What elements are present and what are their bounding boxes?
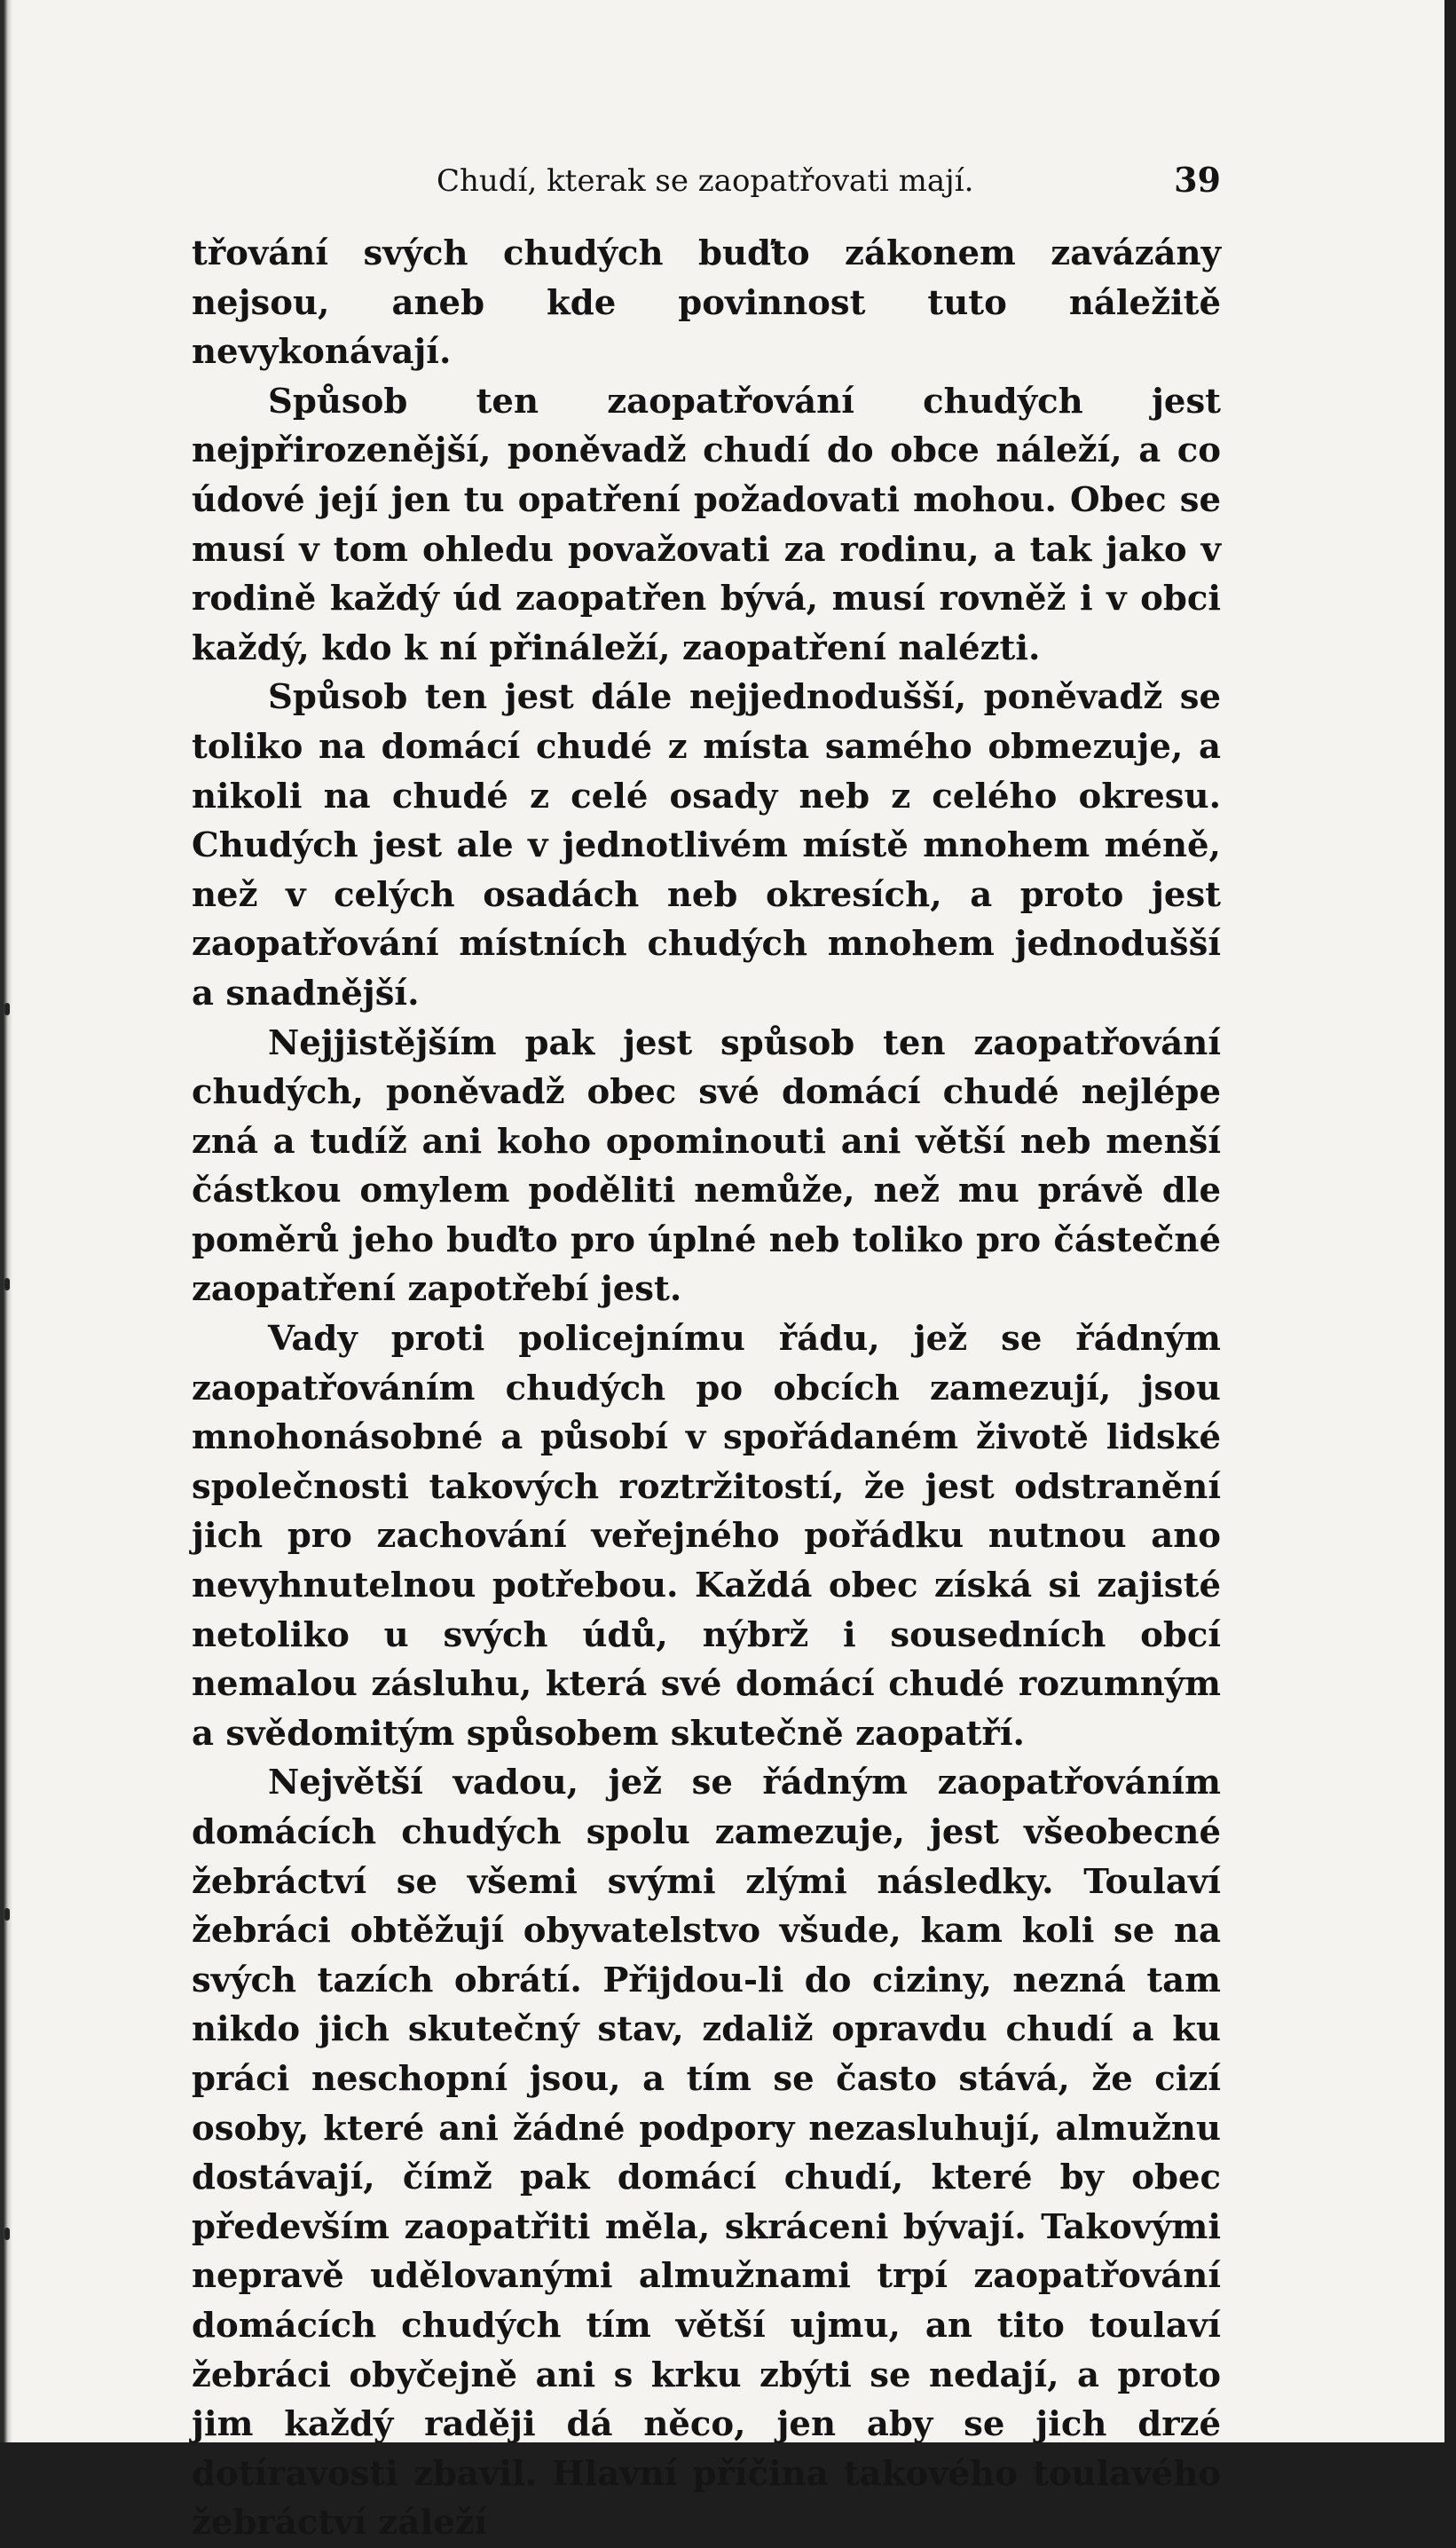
text-block — [192, 160, 1221, 2548]
paragraph: Vady proti policejnímu řádu, jež se řádným zaopatřováním chudých po obcích zamezují, jsou mnohonásobné a působí v spořádaném životě lidské společnosti takových roztržitostí, že jest odstranění jich pro zachování veřejného pořádku nutnou ano nevyhnutelnou potřebou. Každá obec získá si zajisté netoliko u svých údů, nýbrž i sousedních obcí nemalou zásluhu, která své domácí chudé rozumným a svědomitým spůsobem skutečně zaopatří. — [192, 1319, 1221, 1754]
running-title: Chudí, kterak se zaopatřovati mají. — [437, 163, 974, 199]
body-text — [192, 229, 1221, 2548]
edge-speck — [4, 2228, 10, 2240]
edge-speck — [4, 1908, 10, 1921]
edge-speck — [4, 1278, 10, 1290]
running-head — [192, 160, 1221, 213]
paragraph: Spůsob ten zaopatřování chudých jest nejpřirozenější, poněvadž chudí do obce náleží, a co údové její jen tu opatření požadovati mohou. Obec se musí v tom ohledu považovati za rodinu, a tak jako v rodině každý úd zaopatřen bývá, musí rovněž i v obci každý, kdo k ní přináleží, zaopatření nalézti. — [192, 381, 1221, 668]
page-gutter-edge — [0, 0, 12, 2442]
page-number: 39 — [1174, 160, 1221, 200]
edge-speck — [4, 1003, 10, 1015]
paragraph: Spůsob ten jest dále nejjednodušší, poněvadž se toliko na domácí chudé z místa samého obmezuje, a nikoli na chudé z celé osady neb z celého okresu. Chudých jest ale v jednotlivém místě mnohem méně, než v celých osadách neb okresích, a proto jest zaopatřování místních chudých mnohem jednodušší a snadnější. — [192, 677, 1221, 1014]
paragraph: Nejjistějším pak jest spůsob ten zaopatřování chudých, poněvadž obec své domácí chudé nejlépe zná a tudíž ani koho opominouti ani větší neb menší částkou omylem poděliti nemůže, než mu právě dle poměrů jeho buďto pro úplné neb toliko pro částečné zaopatření zapotřebí jest. — [192, 1022, 1221, 1310]
paragraph-continued: třování svých chudých buďto zákonem zavázány nejsou, aneb kde povinnost tuto náležitě nevykonávají. — [192, 233, 1221, 373]
paragraph: Největší vadou, jež se řádným zaopatřováním domácích chudých spolu zamezuje, jest všeobecné žebráctví se všemi svými zlými následky. Toulaví žebráci obtěžují obyvatelstvo všude, kam koli se na svých tazích obrátí. Přijdou-li do ciziny, nezná tam nikdo jich skutečný stav, zdaliž opravdu chudí a ku práci neschopní jsou, a tím se často stává, že cizí osoby, které ani žádné podpory nezasluhují, almužnu dostávají, čímž pak domácí chudí, které by obec především zaopatřiti měla, skráceni bývají. Takovými nepravě udělovanými almužnami trpí zaopatřování domácích chudých tím větší ujmu, an tito toulaví žebráci obyčejně ani s krku zbýti se nedají, a proto jim každý raději dá něco, jen aby se jich drzé dotíravosti zbavil. Hlavní příčina takového toulavého žebráctví záleží — [192, 1763, 1221, 2544]
